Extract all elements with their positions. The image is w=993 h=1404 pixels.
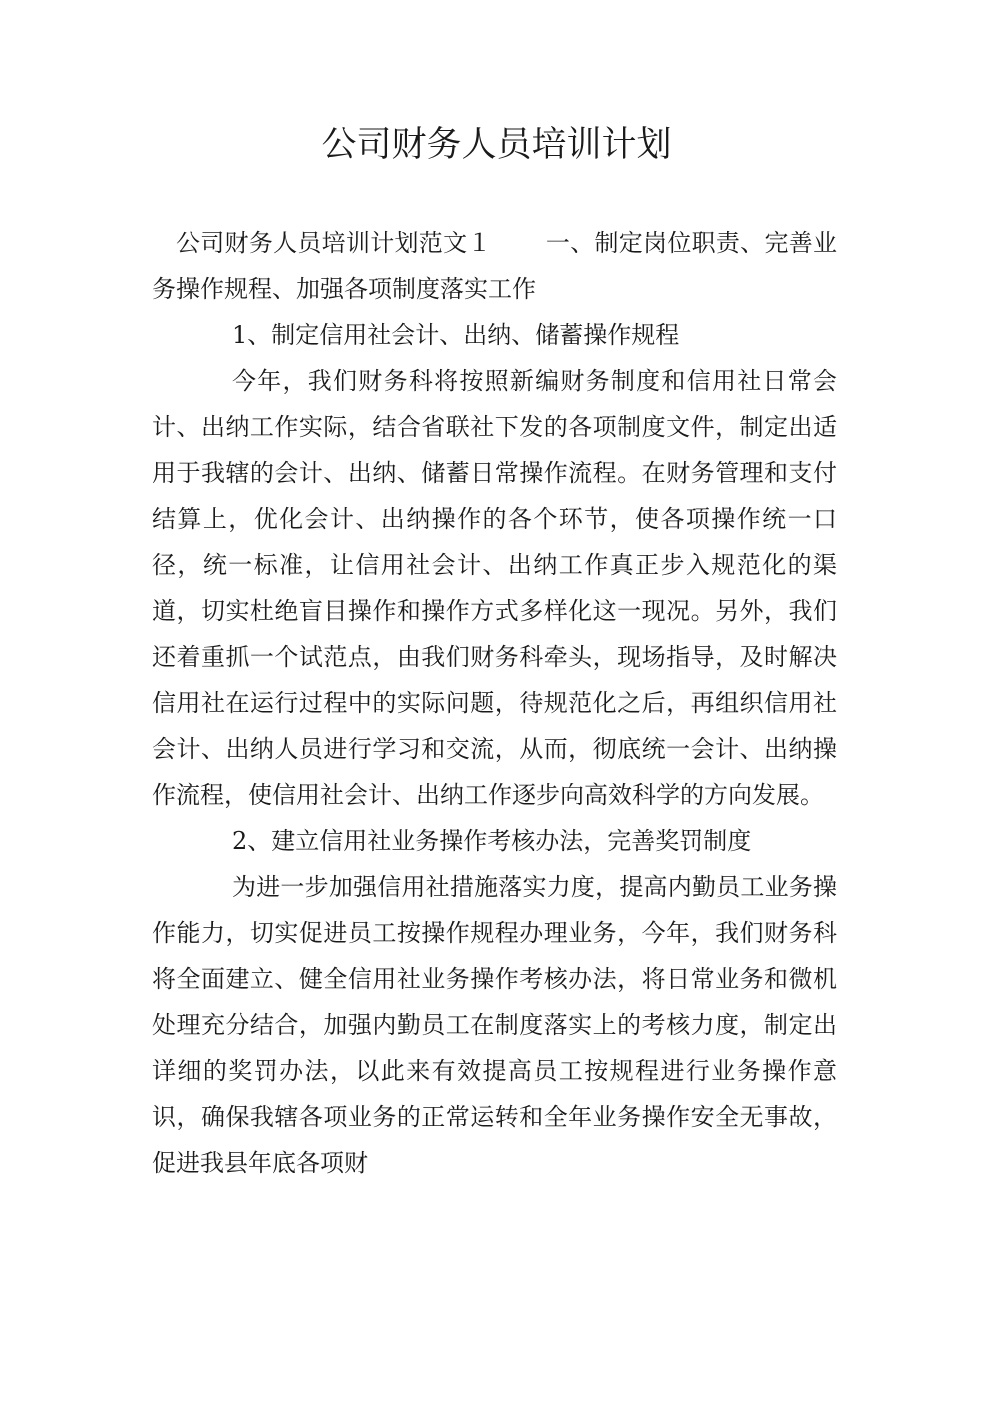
document-body [152,220,837,1186]
body-paragraph-1: 今年，我们财务科将按照新编财务制度和信用社日常会计、出纳工作实际，结合省联社下发的各项制度文件，制定出适用于我辖的会计、出纳、储蓄日常操作流程。在财务管理和支付结算上，优化会计、出纳操作的各个环节，使各项操作统一口径，统一标准，让信用社会计、出纳工作真正步入规范化的渠道，切实杜绝盲目操作和操作方式多样化这一现况。另外，我们还着重抓一个试范点，由我们财务科牵头，现场指导，及时解决信用社在运行过程中的实际问题，待规范化之后，再组织信用社会计、出纳人员进行学习和交流，从而，彻底统一会计、出纳操作流程，使信用社会计、出纳工作逐步向高效科学的方向发展。 [152,367,837,809]
section-heading-2: 2、建立信用社业务操作考核办法，完善奖罚制度 [232,827,752,855]
body-paragraph-2: 为进一步加强信用社措施落实力度，提高内勤员工业务操作能力，切实促进员工按操作规程办理业务，今年，我们财务科将全面建立、健全信用社业务操作考核办法，将日常业务和微机处理充分结合，加强内勤员工在制度落实上的考核力度，制定出详细的奖罚办法，以此来有效提高员工按规程进行业务操作意识，确保我辖各项业务的正常运转和全年业务操作安全无事故，促进我县年底各项财 [152,873,837,1177]
document-title: 公司财务人员培训计划 [321,125,672,165]
intro-rest: 一、制定岗位职责、完善业务操作规程、加强各项制度落实工作 [152,229,837,303]
intro-paragraph [152,220,837,312]
section-heading-1: 1、制定信用社会计、出纳、储蓄操作规程 [232,321,680,349]
intro-lead: 公司财务人员培训计划范文１ [176,229,492,257]
